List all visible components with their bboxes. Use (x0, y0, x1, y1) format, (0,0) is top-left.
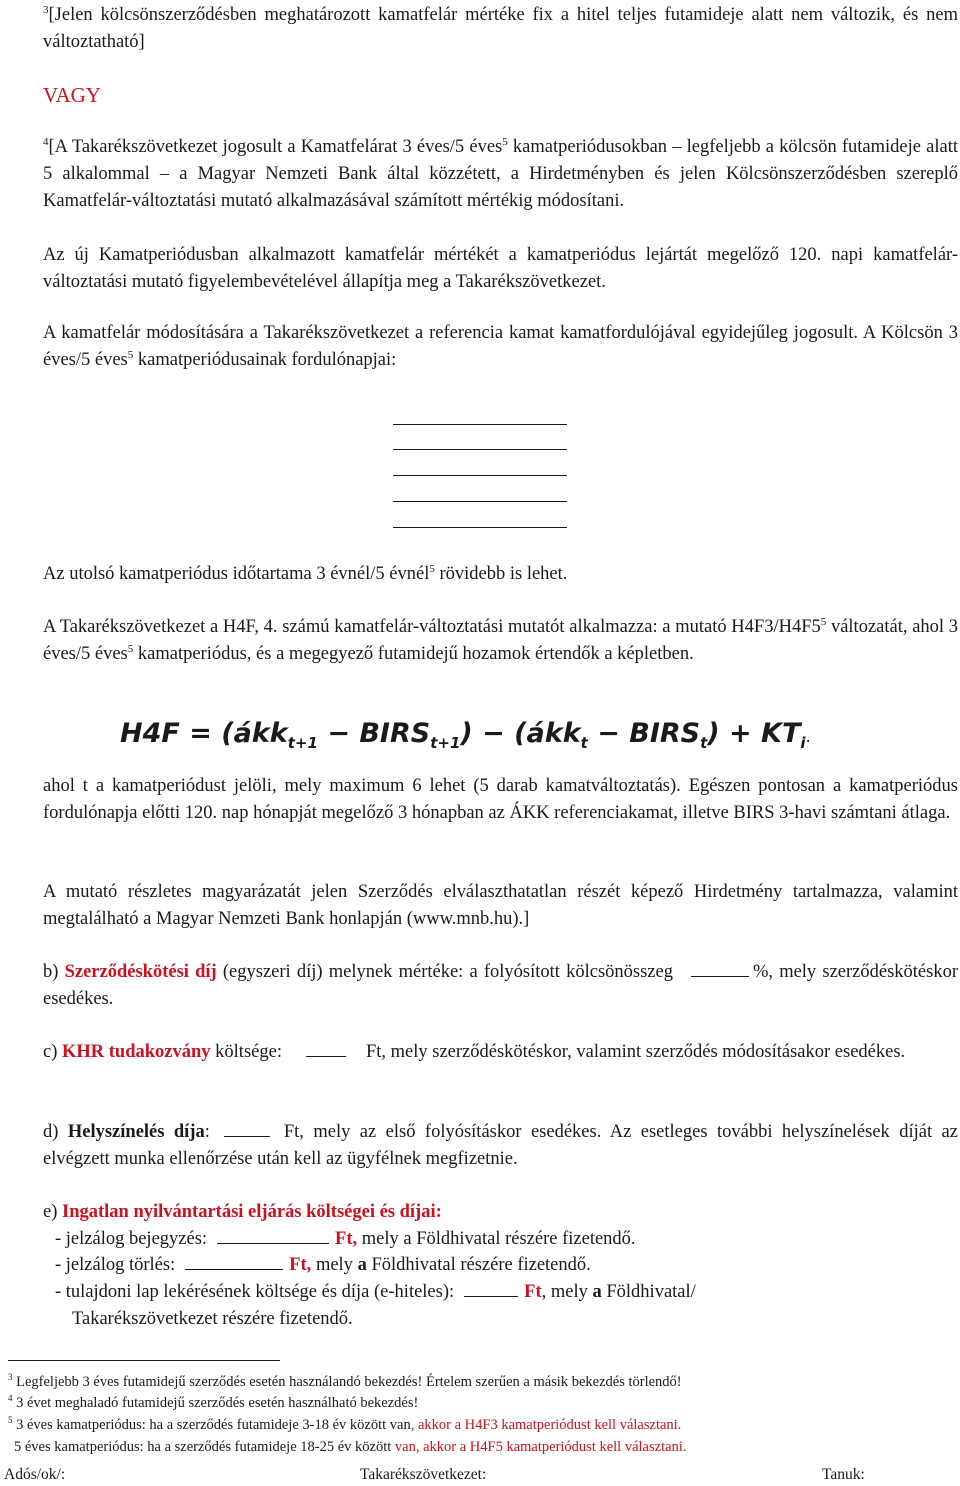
paragraph-text: [A Takarékszövetkezet jogosult a Kamatfelárat 3 éves/5 éves (48, 137, 503, 157)
footnote-number: 5 (8, 1415, 13, 1426)
item-prefix: b) (43, 962, 65, 982)
paragraph-text: kamatperiódusokban – legfeljebb a kölcsön futamideje alatt 5 alkalommal – a Magyar Nemzeti Bank által közzétett, a Hirdetményben és jelen Kölcsönszerződésben szereplő Kamatfelár-változtatási mutató alkalmazásával számított mértékig módosítani. (43, 137, 958, 211)
footnote-text: van, akkor a H4F5 kamatperiódust kell választani. (394, 1439, 687, 1455)
paragraph-text: rövidebb is lehet. (434, 564, 568, 584)
paragraph-last-period (43, 561, 958, 588)
paragraph-text: : (204, 1122, 210, 1142)
date-blank-line (393, 501, 567, 502)
paragraph-contract-fee (43, 959, 958, 1013)
footnote-text: 5 éves kamatperiódus: ha a szerződés futamideje 18-25 év között (14, 1439, 395, 1455)
paragraph-formula-explanation: ahol t a kamatperiódust jelöli, mely maximum 6 lehet (5 darab kamatváltoztatás). Egészen pontosan a kamatperiódus fordulónapja előtti 120. nap hónapját megelőző 3 hónapban az ÁKK referenciakamat, illetve BIRS 3-havi számtani átlaga. (43, 776, 958, 823)
mortgage-registration-blank[interactable] (217, 1242, 329, 1244)
footnote-4 (8, 1393, 953, 1414)
paragraph-khr-fee (43, 1039, 958, 1066)
footnote-number: 4 (8, 1393, 13, 1404)
paragraph-text: A kamatfelár módosítására a Takarékszövetkezet a referencia kamat kamatfordulójával egyidejűleg jogosult. A Kölcsön 3 éves/5 éves (43, 323, 958, 370)
currency-label: Ft, (289, 1255, 312, 1275)
footnote-number: 3 (8, 1372, 13, 1383)
paragraph-text: , mely (541, 1282, 593, 1302)
footnote-text: 3 éves kamatperiódus: ha a szerződés futamideje 3-18 év között van (12, 1417, 411, 1433)
paragraph-text: [Jelen kölcsönszerződésben meghatározott kamatfelár mértéke fix a hitel teljes futamideje alatt nem változik, és nem változtatható] (43, 5, 958, 52)
formula-part: . (805, 727, 811, 746)
paragraph-text: (egyszeri díj) melynek mértéke: a folyósított kölcsönösszeg (216, 962, 673, 982)
date-blank-line (393, 449, 567, 450)
item-title: Ingatlan nyilvántartási eljárás költségei és díjai: (62, 1202, 442, 1222)
fee-percent-blank[interactable] (691, 975, 749, 977)
paragraph-text: %, mely szerződéskötéskor esedékes. (43, 962, 958, 1009)
formula-subscript: t+1 (287, 734, 318, 752)
date-blank-line (393, 424, 567, 425)
formula-part: k (269, 718, 288, 749)
formula-part: − BIRS (317, 718, 431, 749)
or-label: VAGY (43, 83, 101, 107)
paragraph-rate-change (43, 320, 958, 374)
formula-subscript: i (800, 734, 806, 752)
paragraph-text: - jelzálog törlés: (55, 1255, 176, 1275)
item-e-heading (43, 1199, 958, 1226)
paragraph-text: - tulajdoni lap lekérésének költsége és díja (e-hiteles): (55, 1282, 455, 1302)
footnote-text: , akkor a H4F3 kamatperiódust kell választani. (410, 1417, 682, 1433)
item-title: Helyszínelés díja (67, 1122, 205, 1142)
signature-debtor-label: Adós/ok/: (4, 1466, 66, 1483)
paragraph-text: mely a Földhivatal részére fizetendő. (357, 1229, 636, 1249)
formula-part: ) + KT (707, 718, 801, 749)
land-registry-line-continued: Takarékszövetkezet részére fizetendő. (72, 1309, 353, 1329)
item-title: Szerződéskötési díj (64, 962, 217, 982)
item-prefix: e) (43, 1202, 62, 1222)
footnote-text: 3 évet meghaladó futamidejű szerződés esetén használható bekezdés! (12, 1395, 419, 1411)
date-blank-line (393, 475, 567, 476)
formula-subscript: t+1 (430, 734, 461, 752)
paragraph-text: Az utolsó kamatperiódus időtartama 3 évnél/5 évnél (43, 564, 430, 584)
formula-part: − BIRS (587, 718, 701, 749)
paragraph-details: A mutató részletes magyarázatát jelen Szerződés elválaszthatatlan részét képező Hirdetmény tartalmazza, valamint megtalálható a Magyar Nemzeti Bank honlapján (www.mnb.hu).] (43, 882, 958, 929)
footnote-ref: 3 (43, 3, 49, 16)
paragraph-text: változatát, ahol 3 éves/5 éves (43, 617, 958, 664)
footnote-ref: 5 (429, 562, 435, 575)
signature-bank-label: Takarékszövetkezet: (360, 1466, 487, 1483)
formula-part: H4F = (ák (120, 718, 270, 749)
paragraph-variable-margin (43, 134, 958, 215)
footnote-ref: 5 (502, 135, 508, 148)
footnote-separator (8, 1360, 280, 1361)
item-prefix: c) (43, 1042, 62, 1062)
footnote-ref: 4 (43, 135, 49, 148)
formula-part: ) − (ák (460, 718, 563, 749)
paragraph-text: Ft, mely az első folyósításkor esedékes. Az esetleges további helyszínelések díját az elvégzett munka ellenőrzése után kell az ügyfélnek megfizetnie. (43, 1122, 958, 1169)
paragraph-text: a (592, 1282, 602, 1302)
paragraph-new-period: Az új Kamatperiódusban alkalmazott kamatfelár mértékét a kamatperiódus lejártát megelőző 120. napi kamatfelár-változtatási mutató figyelembevételével állapítja meg a Takarékszövetkezet. (43, 245, 958, 292)
paragraph-text: Földhivatal részére fizetendő. (366, 1255, 591, 1275)
footnote-5 (8, 1415, 953, 1436)
footnote-3 (8, 1372, 953, 1393)
paragraph-text: - jelzálog bejegyzés: (55, 1229, 208, 1249)
paragraph-inspection-fee (43, 1119, 958, 1173)
inspection-fee-blank[interactable] (224, 1135, 270, 1137)
formula-subscript: t (580, 734, 588, 752)
paragraph-indicator (43, 614, 958, 668)
mortgage-deletion-line (43, 1252, 960, 1279)
signature-witness-label: Tanuk: (822, 1466, 865, 1483)
footnote-ref: 5 (127, 642, 134, 655)
paragraph-text: mely (311, 1255, 358, 1275)
footnote-text: Legfeljebb 3 éves futamidejű szerződés esetén használandó bekezdés! Értelem szerűen a másik bekezdés törlendő! (12, 1374, 682, 1390)
h4f-formula (120, 718, 811, 752)
paragraph-text: a (357, 1255, 367, 1275)
currency-label: Ft, (335, 1229, 358, 1249)
paragraph-text: kamatperiódusainak fordulónapjai: (133, 350, 397, 370)
item-title: KHR tudakozvány (62, 1042, 211, 1062)
formula-subscript: t (700, 734, 708, 752)
khr-fee-blank[interactable] (306, 1055, 346, 1057)
paragraph-text: Ft, mely szerződéskötéskor, valamint szerződés módosításakor esedékes. (365, 1042, 906, 1062)
paragraph-text: Földhivatal/ (601, 1282, 696, 1302)
item-prefix: d) (43, 1122, 68, 1142)
footnote-5-continued (14, 1437, 959, 1458)
paragraph-text: kamatperiódus, és a megegyező futamidejű hozamok értendők a képletben. (133, 644, 694, 664)
paragraph-text: A Takarékszövetkezet a H4F, 4. számú kamatfelár-változtatási mutatót alkalmazza: a mutató H4F3/H4F5 (43, 617, 821, 637)
footnote-ref: 5 (127, 348, 134, 361)
paragraph-text: költsége: (210, 1042, 282, 1062)
land-registry-blank[interactable] (464, 1295, 518, 1297)
footnote-ref: 5 (820, 615, 827, 628)
mortgage-deletion-blank[interactable] (185, 1268, 283, 1270)
formula-part: k (562, 718, 581, 749)
date-blank-line (393, 527, 567, 528)
land-registry-line (43, 1279, 960, 1306)
paragraph-fixed-margin (43, 2, 958, 56)
currency-label: Ft (524, 1282, 542, 1302)
mortgage-registration-line (43, 1226, 960, 1253)
